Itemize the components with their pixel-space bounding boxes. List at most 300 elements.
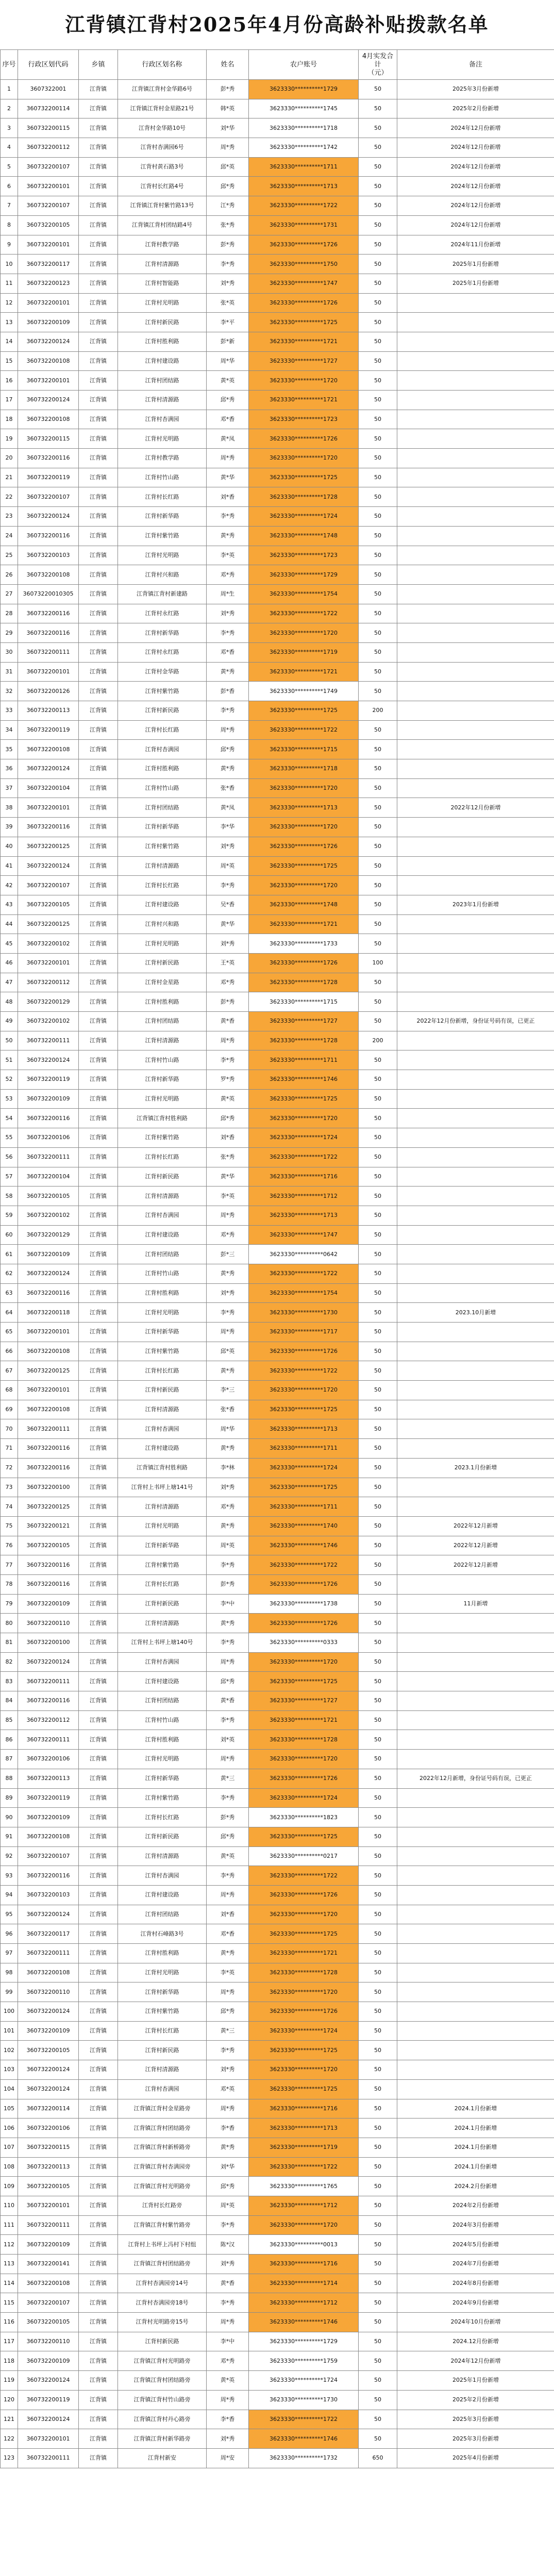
- cell-account: 3623330**********1725: [249, 1089, 359, 1109]
- cell-name: 周*安: [207, 2448, 249, 2468]
- cell-account: 3623330**********0217: [249, 1846, 359, 1866]
- cell-region-name: 江背村黄石路3号: [118, 157, 207, 177]
- cell-seq: 105: [1, 2099, 18, 2119]
- cell-note: 2024.12月份新增: [397, 2332, 554, 2351]
- table-row: [1, 1128, 554, 1148]
- cell-amount: 50: [359, 973, 397, 992]
- cell-seq: 101: [1, 2021, 18, 2041]
- cell-region-name: 江背村光明路: [118, 293, 207, 313]
- cell-region-name: 江背村团结路: [118, 1905, 207, 1924]
- cell-amount: 50: [359, 1109, 397, 1128]
- cell-name: 邱*秀: [207, 391, 249, 410]
- header-region-code: 行政区划代码: [18, 50, 79, 80]
- cell-note: 2024年12月份新增: [397, 138, 554, 158]
- table-row: [1, 1944, 554, 1963]
- cell-amount: 50: [359, 1769, 397, 1788]
- table-row: [1, 2157, 554, 2177]
- table-row: [1, 1109, 554, 1128]
- table-row: [1, 1672, 554, 1691]
- cell-amount: 50: [359, 1147, 397, 1167]
- cell-region-code: 360732200104: [18, 1167, 79, 1187]
- table-row: [1, 1691, 554, 1711]
- cell-region-name: 江背镇江背村团结路旁: [118, 2255, 207, 2274]
- cell-note: [397, 1264, 554, 1283]
- cell-seq: 25: [1, 546, 18, 565]
- cell-township: 江背镇: [79, 1245, 118, 1264]
- cell-region-name: 江背村杏满园: [118, 740, 207, 759]
- cell-seq: 83: [1, 1672, 18, 1691]
- table-row: [1, 313, 554, 332]
- table-row: [1, 2390, 554, 2410]
- cell-seq: 46: [1, 953, 18, 973]
- cell-township: 江背镇: [79, 1846, 118, 1866]
- cell-township: 江背镇: [79, 778, 118, 798]
- cell-note: 2025年4月份新增: [397, 2448, 554, 2468]
- cell-region-code: 360732200110: [18, 1614, 79, 1633]
- cell-township: 江背镇: [79, 1808, 118, 1827]
- cell-amount: 650: [359, 2448, 397, 2468]
- cell-township: 江背镇: [79, 1187, 118, 1206]
- cell-seq: 53: [1, 1089, 18, 1109]
- cell-township: 江背镇: [79, 1497, 118, 1517]
- cell-note: [397, 584, 554, 604]
- cell-seq: 3: [1, 118, 18, 138]
- cell-amount: 50: [359, 80, 397, 99]
- cell-account: 3623330**********1725: [249, 856, 359, 876]
- cell-township: 江背镇: [79, 2060, 118, 2080]
- cell-region-code: 360732200124: [18, 2060, 79, 2080]
- cell-township: 江背镇: [79, 2255, 118, 2274]
- cell-amount: 50: [359, 2235, 397, 2255]
- cell-region-code: 360732200105: [18, 1536, 79, 1555]
- cell-seq: 22: [1, 487, 18, 507]
- cell-region-name: 江背村胜利路: [118, 1730, 207, 1750]
- cell-township: 江背镇: [79, 1147, 118, 1167]
- cell-note: [397, 778, 554, 798]
- cell-note: 2025年2月份新增: [397, 2390, 554, 2410]
- cell-seq: 72: [1, 1458, 18, 1478]
- cell-note: [397, 1128, 554, 1148]
- cell-account: 3623330**********1738: [249, 1594, 359, 1614]
- cell-seq: 12: [1, 293, 18, 313]
- cell-region-name: 江背村建设路: [118, 1672, 207, 1691]
- cell-name: 陈*汉: [207, 2235, 249, 2255]
- cell-note: [397, 1167, 554, 1187]
- cell-account: 3623330**********1724: [249, 1788, 359, 1808]
- cell-township: 江背镇: [79, 973, 118, 992]
- cell-seq: 14: [1, 332, 18, 351]
- cell-name: 黄*秀: [207, 1614, 249, 1633]
- table-row: [1, 138, 554, 158]
- cell-name: 李*秀: [207, 2041, 249, 2060]
- table-row: [1, 1982, 554, 2002]
- cell-region-name: 江背村杏满园: [118, 410, 207, 429]
- cell-name: 邱*秀: [207, 1109, 249, 1128]
- cell-region-name: 江背村竹山路: [118, 778, 207, 798]
- cell-region-code: 360732200116: [18, 1555, 79, 1575]
- cell-amount: 50: [359, 1944, 397, 1963]
- cell-region-name: 江背镇江背村胜利路: [118, 1109, 207, 1128]
- cell-seq: 35: [1, 740, 18, 759]
- cell-name: 邱*秀: [207, 177, 249, 196]
- cell-name: 黄*三: [207, 1769, 249, 1788]
- cell-township: 江背镇: [79, 2235, 118, 2255]
- cell-seq: 18: [1, 410, 18, 429]
- cell-seq: 45: [1, 934, 18, 954]
- cell-township: 江背镇: [79, 2215, 118, 2235]
- cell-region-name: 江背村光明路: [118, 546, 207, 565]
- cell-amount: 50: [359, 1225, 397, 1245]
- cell-region-code: 360732200108: [18, 1963, 79, 1982]
- cell-seq: 51: [1, 1050, 18, 1070]
- cell-seq: 1: [1, 80, 18, 99]
- cell-region-name: 江背镇江背村团结路旁: [118, 2119, 207, 2138]
- cell-township: 江背镇: [79, 642, 118, 662]
- cell-seq: 106: [1, 2119, 18, 2138]
- cell-township: 江背镇: [79, 2293, 118, 2313]
- table-row: [1, 196, 554, 216]
- cell-name: 李*英: [207, 546, 249, 565]
- cell-region-name: 江背村新民路: [118, 1381, 207, 1400]
- cell-note: [397, 876, 554, 895]
- table-row: [1, 1381, 554, 1400]
- cell-amount: 50: [359, 2215, 397, 2235]
- cell-amount: 50: [359, 1419, 397, 1439]
- cell-name: 周*秀: [207, 1982, 249, 2002]
- cell-name: 黄*三: [207, 2021, 249, 2041]
- cell-note: 2024年3月份新增: [397, 2215, 554, 2235]
- cell-name: 李*秀: [207, 255, 249, 274]
- cell-region-name: 江背镇江背村杏满园旁: [118, 2157, 207, 2177]
- cell-township: 江背镇: [79, 391, 118, 410]
- cell-note: 2025年3月份新增: [397, 80, 554, 99]
- header-region-name: 行政区划名称: [118, 50, 207, 80]
- table-header: [1, 50, 554, 80]
- cell-account: 3623330**********1720: [249, 371, 359, 391]
- cell-note: [397, 2021, 554, 2041]
- cell-region-name: 江背村金华路: [118, 662, 207, 682]
- cell-note: [397, 1050, 554, 1070]
- cell-name: 刘*秀: [207, 2429, 249, 2449]
- cell-amount: 50: [359, 1070, 397, 1090]
- cell-region-name: 江背村金华路10号: [118, 118, 207, 138]
- cell-amount: 50: [359, 778, 397, 798]
- cell-amount: 50: [359, 293, 397, 313]
- cell-name: 周*秀: [207, 2390, 249, 2410]
- cell-region-name: 江背村新安: [118, 2448, 207, 2468]
- cell-seq: 42: [1, 876, 18, 895]
- cell-region-name: 江背村新华路: [118, 507, 207, 527]
- table-row: [1, 604, 554, 623]
- cell-note: 2024.1月份新增: [397, 2138, 554, 2157]
- cell-region-code: 360732200111: [18, 1672, 79, 1691]
- cell-region-name: 江背村紫竹路: [118, 682, 207, 701]
- cell-note: [397, 1730, 554, 1750]
- cell-note: 2023.1月份新增: [397, 1458, 554, 1478]
- cell-region-code: 360732200101: [18, 2429, 79, 2449]
- cell-region-name: 江背村胜利路: [118, 759, 207, 779]
- cell-note: 2022年12月新增: [397, 1536, 554, 1555]
- cell-name: 邓*秀: [207, 2351, 249, 2371]
- table-row: [1, 1012, 554, 1031]
- table-row: [1, 1031, 554, 1050]
- cell-township: 江背镇: [79, 682, 118, 701]
- header-amount: 4月实发合计 （元）: [359, 50, 397, 80]
- cell-seq: 61: [1, 1245, 18, 1264]
- cell-region-name: 江背村智能路: [118, 274, 207, 293]
- cell-region-name: 江背村光明路旁15号: [118, 2313, 207, 2332]
- cell-note: [397, 293, 554, 313]
- cell-amount: 50: [359, 118, 397, 138]
- cell-township: 江背镇: [79, 2119, 118, 2138]
- cell-region-name: 江背村新民路: [118, 2041, 207, 2060]
- cell-region-code: 360732200124: [18, 332, 79, 351]
- cell-township: 江背镇: [79, 934, 118, 954]
- cell-township: 江背镇: [79, 2021, 118, 2041]
- table-row: [1, 99, 554, 118]
- cell-amount: 50: [359, 1458, 397, 1478]
- cell-account: 3623330**********1720: [249, 1750, 359, 1769]
- cell-account: 3623330**********1748: [249, 526, 359, 546]
- cell-region-code: 360732200118: [18, 1303, 79, 1323]
- cell-seq: 104: [1, 2079, 18, 2099]
- cell-region-code: 360732200105: [18, 2177, 79, 2196]
- cell-account: 3623330**********1719: [249, 642, 359, 662]
- cell-region-code: 360732200119: [18, 1070, 79, 1090]
- cell-region-code: 360732200106: [18, 2119, 79, 2138]
- cell-note: 2025年1月份新增: [397, 255, 554, 274]
- subsidy-table: [0, 49, 554, 2468]
- cell-region-name: 江背村上书坪上塘140号: [118, 1633, 207, 1653]
- cell-account: 3623330**********1725: [249, 468, 359, 487]
- table-row: [1, 2235, 554, 2255]
- cell-region-code: 360732200124: [18, 2079, 79, 2099]
- cell-township: 江背镇: [79, 215, 118, 235]
- cell-note: [397, 642, 554, 662]
- cell-region-code: 360732200108: [18, 410, 79, 429]
- table-row: [1, 351, 554, 371]
- cell-region-name: 江背村教学路: [118, 235, 207, 255]
- cell-name: 刘*秀: [207, 604, 249, 623]
- cell-region-name: 江背村清源路: [118, 1031, 207, 1050]
- cell-name: 邓*秀: [207, 1497, 249, 1517]
- cell-amount: 50: [359, 1905, 397, 1924]
- cell-seq: 86: [1, 1730, 18, 1750]
- cell-account: 3623330**********1823: [249, 1808, 359, 1827]
- cell-name: 黄*秀: [207, 1516, 249, 1536]
- cell-region-code: 360732200124: [18, 507, 79, 527]
- cell-seq: 55: [1, 1128, 18, 1148]
- table-row: [1, 1808, 554, 1827]
- cell-amount: 50: [359, 526, 397, 546]
- cell-account: 3623330**********1726: [249, 235, 359, 255]
- cell-name: 黄*秀: [207, 1944, 249, 1963]
- cell-account: 3623330**********1724: [249, 1458, 359, 1478]
- cell-township: 江背镇: [79, 196, 118, 216]
- cell-amount: 50: [359, 1128, 397, 1148]
- cell-seq: 109: [1, 2177, 18, 2196]
- table-row: [1, 914, 554, 934]
- cell-note: [397, 1788, 554, 1808]
- cell-account: 3623330**********1716: [249, 2255, 359, 2274]
- cell-note: [397, 1924, 554, 1944]
- cell-region-name: 江背村竹山路: [118, 468, 207, 487]
- cell-region-code: 360732200124: [18, 1264, 79, 1283]
- cell-region-name: 江背村新华路: [118, 1769, 207, 1788]
- table-row: [1, 80, 554, 99]
- cell-region-name: 江背镇江背村紫竹路旁: [118, 2215, 207, 2235]
- cell-region-name: 江背村胜利路: [118, 1283, 207, 1303]
- cell-region-code: 360732200126: [18, 682, 79, 701]
- cell-name: 黄*华: [207, 468, 249, 487]
- cell-amount: 50: [359, 1866, 397, 1886]
- cell-note: [397, 332, 554, 351]
- cell-name: 李*秀: [207, 1866, 249, 1886]
- cell-region-name: 江背村新华路: [118, 1070, 207, 1090]
- cell-note: [397, 313, 554, 332]
- table-row: [1, 1963, 554, 1982]
- cell-region-name: 江背镇江背村金华路6号: [118, 80, 207, 99]
- cell-account: 3623330**********1726: [249, 1342, 359, 1361]
- table-row: [1, 1652, 554, 1672]
- cell-note: [397, 1439, 554, 1459]
- table-row: [1, 1750, 554, 1769]
- cell-region-code: 360732200111: [18, 2215, 79, 2235]
- cell-account: 3623330**********1727: [249, 1691, 359, 1711]
- table-row: [1, 759, 554, 779]
- cell-region-name: 江背村紫竹路: [118, 1788, 207, 1808]
- cell-account: 3623330**********1727: [249, 1012, 359, 1031]
- cell-amount: 50: [359, 235, 397, 255]
- cell-note: [397, 973, 554, 992]
- cell-name: 周*英: [207, 1536, 249, 1555]
- cell-seq: 92: [1, 1846, 18, 1866]
- table-row: [1, 1419, 554, 1439]
- cell-region-name: 江背村清源路: [118, 1846, 207, 1866]
- cell-note: [397, 1574, 554, 1594]
- cell-seq: 49: [1, 1012, 18, 1031]
- cell-name: 李*秀: [207, 876, 249, 895]
- cell-name: 刘*秀: [207, 274, 249, 293]
- cell-amount: 50: [359, 1206, 397, 1225]
- cell-note: [397, 2060, 554, 2080]
- cell-name: 刘*华: [207, 118, 249, 138]
- cell-name: 彭*香: [207, 682, 249, 701]
- cell-amount: 50: [359, 1264, 397, 1283]
- cell-account: 3623330**********1720: [249, 778, 359, 798]
- cell-region-code: 360732200101: [18, 953, 79, 973]
- cell-township: 江背镇: [79, 138, 118, 158]
- cell-region-name: 江背村长红路: [118, 1147, 207, 1167]
- table-row: [1, 856, 554, 876]
- cell-region-name: 江背村金星路: [118, 973, 207, 992]
- cell-township: 江背镇: [79, 1672, 118, 1691]
- cell-region-code: 360732200114: [18, 2099, 79, 2119]
- cell-name: 李*林: [207, 1458, 249, 1478]
- cell-region-code: 360732200107: [18, 157, 79, 177]
- cell-name: 张*秀: [207, 1147, 249, 1167]
- cell-account: 3623330**********1745: [249, 99, 359, 118]
- cell-amount: 50: [359, 1245, 397, 1264]
- cell-seq: 107: [1, 2138, 18, 2157]
- cell-amount: 50: [359, 215, 397, 235]
- table-row: [1, 429, 554, 449]
- cell-amount: 50: [359, 798, 397, 818]
- cell-township: 江背镇: [79, 1866, 118, 1886]
- table-row: [1, 1614, 554, 1633]
- cell-region-code: 360732200116: [18, 623, 79, 643]
- cell-name: 黄*香: [207, 1691, 249, 1711]
- cell-township: 江背镇: [79, 80, 118, 99]
- cell-note: 2024年12月份新增: [397, 196, 554, 216]
- cell-seq: 28: [1, 604, 18, 623]
- cell-amount: 50: [359, 1089, 397, 1109]
- cell-township: 江背镇: [79, 2177, 118, 2196]
- cell-account: 3623330**********1718: [249, 118, 359, 138]
- cell-region-code: 360732200111: [18, 642, 79, 662]
- cell-name: 吴*香: [207, 895, 249, 914]
- cell-note: [397, 1963, 554, 1982]
- cell-amount: 50: [359, 1323, 397, 1342]
- table-row: [1, 1070, 554, 1090]
- cell-account: 3623330**********1725: [249, 2079, 359, 2099]
- cell-region-code: 360732200116: [18, 1574, 79, 1594]
- cell-note: [397, 1419, 554, 1439]
- table-row: [1, 701, 554, 721]
- table-row: [1, 1788, 554, 1808]
- cell-region-code: 360732200105: [18, 215, 79, 235]
- cell-note: 2025年3月份新增: [397, 2429, 554, 2449]
- cell-seq: 74: [1, 1497, 18, 1517]
- cell-amount: 50: [359, 351, 397, 371]
- cell-account: 3623330**********1721: [249, 914, 359, 934]
- cell-region-code: 360732200108: [18, 1827, 79, 1846]
- cell-region-name: 江背村长红路: [118, 1574, 207, 1594]
- cell-note: 2024年11月份新增: [397, 235, 554, 255]
- cell-note: [397, 2041, 554, 2060]
- cell-township: 江背镇: [79, 1109, 118, 1128]
- cell-account: 3623330**********1724: [249, 1128, 359, 1148]
- cell-seq: 123: [1, 2448, 18, 2468]
- cell-account: 3623330**********1721: [249, 662, 359, 682]
- cell-name: 李*秀: [207, 2293, 249, 2313]
- cell-name: 李*平: [207, 313, 249, 332]
- cell-name: 彭*秀: [207, 235, 249, 255]
- cell-amount: 50: [359, 2371, 397, 2391]
- cell-region-code: 360732200124: [18, 759, 79, 779]
- cell-name: 刘*英: [207, 1730, 249, 1750]
- cell-region-name: 江背村光明路: [118, 1303, 207, 1323]
- cell-name: 黄*秀: [207, 759, 249, 779]
- cell-note: 2024年12月份新增: [397, 118, 554, 138]
- cell-note: [397, 1905, 554, 1924]
- cell-township: 江背镇: [79, 1478, 118, 1497]
- header-account: 农户账号: [249, 50, 359, 80]
- cell-account: 3623330**********1718: [249, 759, 359, 779]
- cell-seq: 57: [1, 1167, 18, 1187]
- cell-seq: 6: [1, 177, 18, 196]
- cell-account: 3623330**********1723: [249, 410, 359, 429]
- cell-region-name: 江背村新华路: [118, 1982, 207, 2002]
- table-row: [1, 720, 554, 740]
- cell-region-code: 360732200116: [18, 1691, 79, 1711]
- cell-amount: 50: [359, 1516, 397, 1536]
- cell-seq: 29: [1, 623, 18, 643]
- cell-seq: 41: [1, 856, 18, 876]
- table-row: [1, 1342, 554, 1361]
- cell-township: 江背镇: [79, 914, 118, 934]
- cell-account: 3623330**********1725: [249, 1672, 359, 1691]
